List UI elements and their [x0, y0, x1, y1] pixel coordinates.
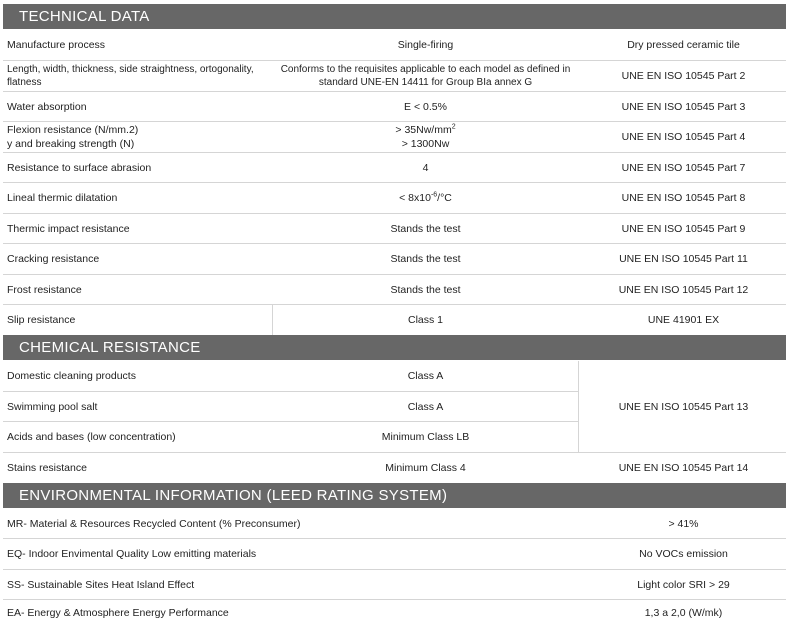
- row-norm: UNE EN ISO 10545 Part 12: [618, 283, 749, 296]
- table-row: [3, 453, 786, 483]
- row-value-line: > 35Nw/mm: [395, 124, 452, 136]
- row-label: Slip resistance: [7, 314, 76, 326]
- row-label: Swimming pool salt: [7, 400, 98, 413]
- table-row: [3, 183, 786, 214]
- superscript: 2: [451, 123, 456, 131]
- row-norm: UNE 41901 EX: [647, 314, 720, 326]
- row-value: Class A: [407, 400, 444, 413]
- row-value-line: > 1300Nw: [401, 138, 450, 150]
- row-value: 4: [422, 161, 429, 174]
- column-divider: [272, 305, 273, 335]
- row-value: > 41%: [668, 517, 699, 530]
- row-value: Class 1: [407, 314, 443, 326]
- chemical-resistance-header: CHEMICAL RESISTANCE: [3, 335, 786, 360]
- merged-norm-cell: UNE EN ISO 10545 Part 13: [618, 401, 749, 413]
- row-label: [7, 122, 267, 152]
- row-value: Stands the test: [390, 253, 461, 265]
- row-value: Stands the test: [390, 283, 461, 296]
- row-label: EA- Energy & Atmosphere Energy Performance: [7, 606, 229, 619]
- table-row: [3, 92, 786, 122]
- row-label: EQ- Indoor Envimental Quality Low emitting materials: [7, 548, 257, 560]
- row-norm: UNE EN ISO 10545 Part 8: [621, 192, 746, 204]
- table-row: [3, 275, 786, 305]
- row-norm: UNE EN ISO 10545 Part 3: [621, 100, 746, 113]
- row-value: Conforms to the requisites applicable to each model as defined in standard UNE-EN 14411 for Group BIa annex G: [280, 64, 571, 88]
- row-value: Light color SRI > 29: [637, 578, 730, 591]
- table-row: [3, 509, 786, 539]
- column-divider: [578, 361, 579, 453]
- row-value: E < 0.5%: [404, 100, 447, 113]
- row-value: [273, 122, 578, 152]
- row-norm: UNE EN ISO 10545 Part 11: [619, 253, 748, 265]
- row-label: SS- Sustainable Sites Heat Island Effect: [7, 578, 195, 591]
- table-row: [3, 122, 786, 153]
- technical-data-header: TECHNICAL DATA: [3, 4, 786, 29]
- row-label: Domestic cleaning products: [7, 370, 136, 382]
- row-label: Length, width, thickness, side straightness, ortogonality, flatness: [7, 64, 254, 88]
- table-row: [3, 570, 786, 600]
- row-label: Manufacture process: [7, 39, 106, 51]
- row-label: Thermic impact resistance: [7, 222, 130, 235]
- row-label: Acids and bases (low concentration): [7, 431, 176, 443]
- table-row: [3, 361, 578, 392]
- row-norm: UNE EN ISO 10545 Part 9: [621, 222, 746, 235]
- row-norm: Dry pressed ceramic tile: [627, 39, 740, 51]
- row-value-pre: < 8x10: [399, 192, 431, 204]
- row-label: Lineal thermic dilatation: [7, 192, 118, 204]
- environmental-information-header: ENVIRONMENTAL INFORMATION (LEED RATING SYSTEM): [3, 483, 786, 508]
- row-label: Cracking resistance: [7, 253, 100, 265]
- row-value: 1,3 a 2,0 (W/mk): [644, 606, 723, 619]
- row-value: Class A: [407, 370, 444, 382]
- table-row: [3, 392, 578, 422]
- row-norm: UNE EN ISO 10545 Part 4: [621, 131, 746, 143]
- table-row: [3, 244, 786, 275]
- row-value: Stands the test: [390, 222, 461, 235]
- row-norm: UNE EN ISO 10545 Part 7: [621, 161, 746, 174]
- row-value-post: /°C: [437, 192, 452, 204]
- row-label: Frost resistance: [7, 283, 82, 296]
- table-row: [3, 30, 786, 61]
- row-value: [273, 183, 578, 213]
- row-label: Resistance to surface abrasion: [7, 161, 152, 174]
- row-label-line: Flexion resistance (N/mm.2): [7, 124, 139, 136]
- row-label: MR- Material & Resources Recycled Content (% Preconsumer): [7, 517, 301, 530]
- row-value: Minimum Class 4: [385, 462, 466, 474]
- table-row: [3, 539, 786, 570]
- row-label-line: y and breaking strength (N): [7, 138, 135, 150]
- row-value: Minimum Class LB: [381, 431, 470, 443]
- table-row: [3, 214, 786, 244]
- row-label: Stains resistance: [7, 462, 87, 474]
- superscript: -6: [430, 191, 438, 199]
- table-row: [3, 153, 786, 183]
- row-value: No VOCs emission: [639, 548, 728, 560]
- row-label: Water absorption: [7, 100, 87, 113]
- table-row: [3, 305, 786, 335]
- row-value: Single-firing: [397, 39, 454, 51]
- row-norm: UNE EN ISO 10545 Part 14: [618, 462, 749, 474]
- row-norm: UNE EN ISO 10545 Part 2: [621, 70, 746, 82]
- table-row: [3, 600, 786, 625]
- table-row: [3, 61, 786, 92]
